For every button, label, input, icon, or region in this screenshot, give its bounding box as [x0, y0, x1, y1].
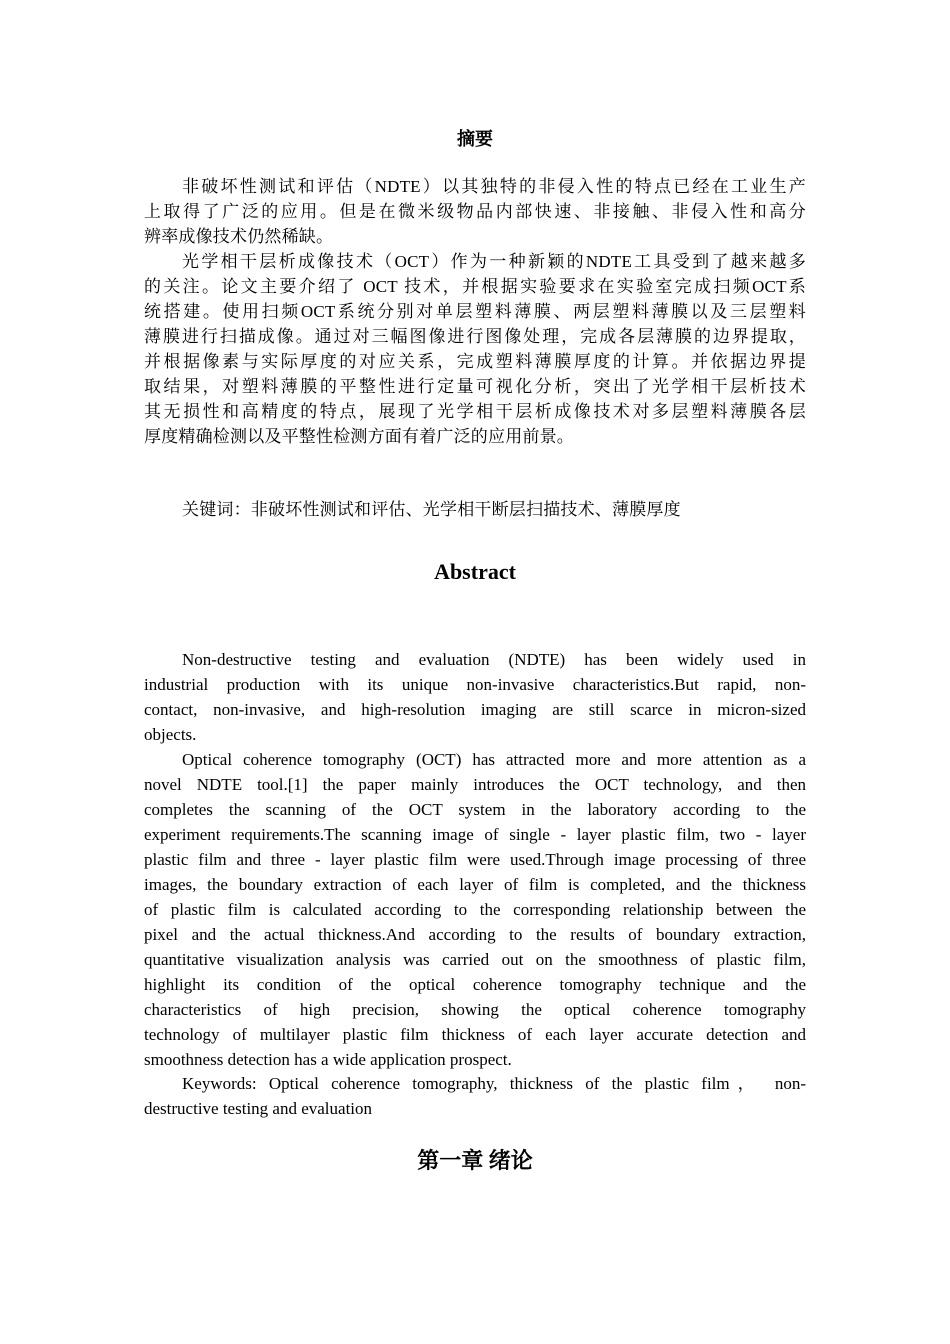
text-line: completes the scanning of the OCT system in the laboratory according to the [144, 800, 806, 819]
text-line: 厚度精确检测以及平整性检测方面有着广泛的应用前景。 [144, 427, 574, 446]
text-line: pixel and the actual thickness.And according to the results of boundary extraction, [144, 925, 806, 944]
keywords-cn-text: 关键词：非破坏性测试和评估、光学相干断层扫描技术、薄膜厚度 [182, 500, 681, 519]
abstract-cn-paragraph-2 [144, 249, 806, 449]
text-line: of plastic film is calculated according to the corresponding relationship between the [144, 900, 806, 919]
abstract-cn-paragraph-1 [144, 174, 806, 249]
text-line: images, the boundary extraction of each layer of film is completed, and the thickness [144, 875, 806, 894]
text-line: 薄膜进行扫描成像。通过对三幅图像进行图像处理，完成各层薄膜的边界提取， [144, 327, 806, 346]
text-line: novel NDTE tool.[1] the paper mainly introduces the OCT technology, and then [144, 775, 806, 794]
text-line: technology of multilayer plastic film thickness of each layer accurate detection and [144, 1025, 806, 1044]
keywords-cn [144, 497, 806, 522]
text-line: quantitative visualization analysis was carried out on the smoothness of plastic film, [144, 950, 806, 969]
text-line: Optical coherence tomography (OCT) has attracted more and more attention as a [182, 750, 806, 769]
text-line: contact, non-invasive, and high-resolution imaging are still scarce in micron-sized [144, 700, 806, 719]
text-line: smoothness detection has a wide application prospect. [144, 1050, 512, 1069]
text-line: plastic film and three - layer plastic film were used.Through image processing of three [144, 850, 806, 869]
abstract-en-paragraph-1 [144, 647, 806, 747]
text-line: 非破坏性测试和评估（NDTE）以其独特的非侵入性的特点已经在工业生产 [182, 177, 806, 196]
abstract-cn-title: 摘要 [457, 129, 493, 149]
text-line: 光学相干层析成像技术（OCT）作为一种新颖的NDTE工具受到了越来越多 [182, 252, 806, 271]
text-line: characteristics of high precision, showing the optical coherence tomography [144, 1000, 806, 1019]
text-line: 取结果，对塑料薄膜的平整性进行定量可视化分析，突出了光学相干层析技术 [144, 377, 806, 396]
text-line: highlight its condition of the optical coherence tomography technique and the [144, 975, 806, 994]
text-line: 并根据像素与实际厚度的对应关系，完成塑料薄膜厚度的计算。并依据边界提 [144, 352, 806, 371]
text-line: Keywords: Optical coherence tomography, thickness of the plastic film， non- [182, 1074, 806, 1093]
text-line: 辨率成像技术仍然稀缺。 [144, 227, 334, 246]
text-line: Non-destructive testing and evaluation (NDTE) has been widely used in [182, 650, 806, 669]
text-line: 其无损性和高精度的特点，展现了光学相干层析成像技术对多层塑料薄膜各层 [144, 402, 806, 421]
text-line: industrial production with its unique non-invasive characteristics.But rapid, non- [144, 675, 806, 694]
keywords-en [144, 1071, 806, 1121]
abstract-en-paragraph-2 [144, 747, 806, 1072]
text-line: objects. [144, 725, 197, 744]
text-line: 上取得了广泛的应用。但是在微米级物品内部快速、非接触、非侵入性和高分 [144, 202, 806, 221]
text-line: destructive testing and evaluation [144, 1099, 373, 1118]
text-line: 的关注。论文主要介绍了 OCT 技术，并根据实验要求在实验室完成扫频OCT系 [144, 277, 806, 296]
abstract-en-title: Abstract [434, 559, 516, 584]
chapter-title: 第一章 绪论 [417, 1148, 533, 1173]
text-line: experiment requirements.The scanning image of single - layer plastic film, two - layer [144, 825, 806, 844]
text-line: 统搭建。使用扫频OCT系统分别对单层塑料薄膜、两层塑料薄膜以及三层塑料 [144, 302, 806, 321]
